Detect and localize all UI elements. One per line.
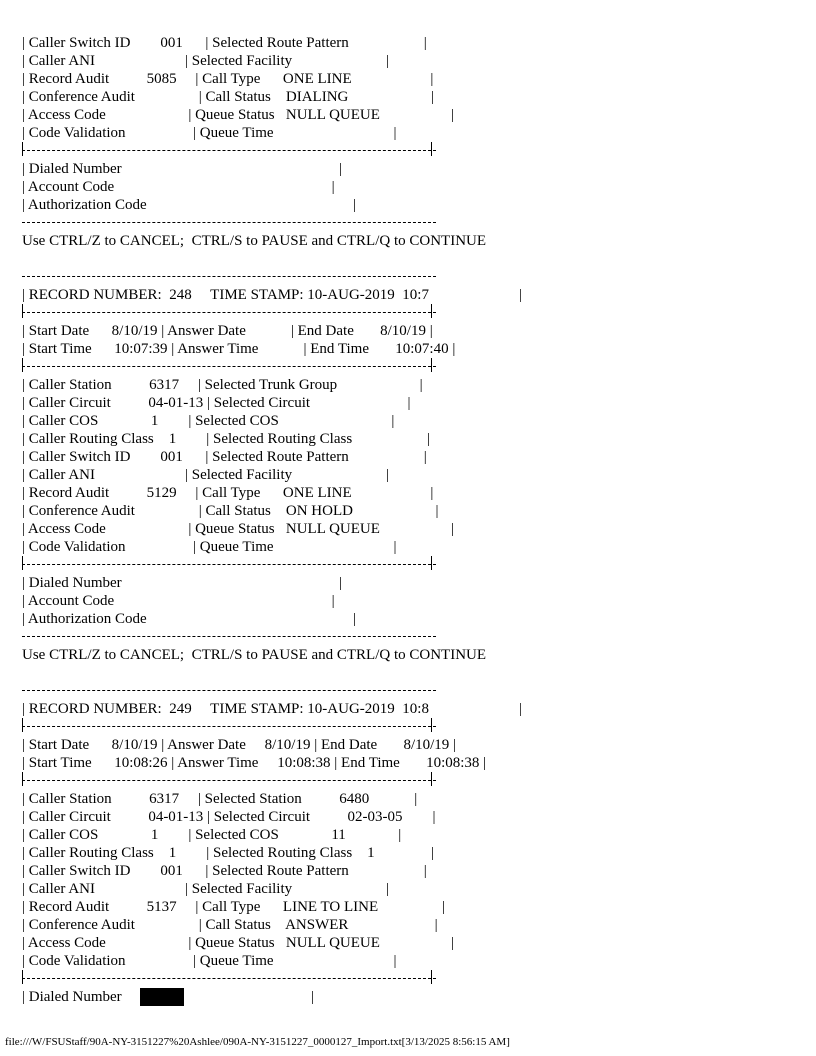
line-tail: | [183,989,315,1005]
blank-line [22,250,802,268]
log-line: | Caller Circuit 04-01-13 | Selected Circuit | [22,395,411,411]
log-line: | Conference Audit | Call Status ANSWER | [22,917,438,933]
log-line: | Access Code | Queue Status NULL QUEUE | [22,935,455,951]
separator-rule [22,358,802,376]
log-line: | Caller Station 6317 | Selected Trunk Group | [22,377,423,393]
log-line: | Start Time 10:08:26 | Answer Time 10:08:38 | End Time 10:08:38 | [22,755,487,771]
log-line: | Access Code | Queue Status NULL QUEUE | [22,521,455,537]
log-line: | Caller Circuit 04-01-13 | Selected Circuit 02-03-05 | [22,809,436,825]
separator-rule [22,268,802,286]
separator-rule [22,628,802,646]
log-line: | Caller Switch ID 001 | Selected Route Pattern | [22,863,427,879]
log-line: | Record Audit 5085 | Call Type ONE LINE | [22,71,434,87]
log-line: | Caller ANI | Selected Facility | [22,53,389,69]
log-line: | Start Date 8/10/19 | Answer Date 8/10/19 | End Date 8/10/19 | [22,737,457,753]
blank-line [22,664,802,682]
log-line: | RECORD NUMBER: 249 TIME STAMP: 10-AUG-2019 10:8 | [22,701,522,717]
log-line: | Caller ANI | Selected Facility | [22,881,389,897]
log-line: | Caller Switch ID 001 | Selected Route Pattern | [22,449,427,465]
log-line: Use CTRL/Z to CANCEL; CTRL/S to PAUSE and CTRL/Q to CONTINUE [22,647,487,663]
separator-rule [22,772,802,790]
log-line: | Code Validation | Queue Time | [22,125,397,141]
dialed-number-label: | Dialed Number [22,989,122,1005]
log-document [22,34,802,1006]
log-line: | Conference Audit | Call Status ON HOLD | [22,503,439,519]
log-line: | Dialed Number | [22,575,343,591]
separator-rule [22,556,802,574]
log-line: | Caller Switch ID 001 | Selected Route Pattern | [22,35,427,51]
redaction-box [140,988,184,1006]
log-line: | Caller COS 1 | Selected COS | [22,413,395,429]
log-line: | Account Code | [22,179,335,195]
log-line: | Account Code | [22,593,335,609]
log-line: | Caller ANI | Selected Facility | [22,467,389,483]
separator-rule [22,214,802,232]
log-line: | Conference Audit | Call Status DIALING | [22,89,434,105]
log-line: | Record Audit 5129 | Call Type ONE LINE | [22,485,434,501]
log-line: | Authorization Code | [22,197,356,213]
log-line: | RECORD NUMBER: 248 TIME STAMP: 10-AUG-2019 10:7 | [22,287,522,303]
dialed-number-line [22,988,802,1006]
log-line: | Access Code | Queue Status NULL QUEUE | [22,107,455,123]
log-line: | Record Audit 5137 | Call Type LINE TO LINE | [22,899,445,915]
log-line: | Code Validation | Queue Time | [22,539,397,555]
file-path-footer: file:///W/FSUStaff/90A-NY-3151227%20Ashlee/090A-NY-3151227_0000127_Import.txt[3/13/2025 8:56:15 AM] [5,1036,510,1048]
log-line: | Start Time 10:07:39 | Answer Time | End Time 10:07:40 | [22,341,456,357]
log-line: Use CTRL/Z to CANCEL; CTRL/S to PAUSE and CTRL/Q to CONTINUE [22,233,487,249]
log-line: | Caller Routing Class 1 | Selected Routing Class | [22,431,431,447]
log-line: | Start Date 8/10/19 | Answer Date | End Date 8/10/19 | [22,323,433,339]
separator-rule [22,718,802,736]
log-line: | Caller COS 1 | Selected COS 11 | [22,827,402,843]
log-line: | Caller Routing Class 1 | Selected Routing Class 1 | [22,845,434,861]
log-line: | Dialed Number | [22,161,343,177]
separator-rule [22,682,802,700]
log-line: | Authorization Code | [22,611,356,627]
separator-rule [22,970,802,988]
log-line: | Code Validation | Queue Time | [22,953,397,969]
separator-rule [22,142,802,160]
separator-rule [22,304,802,322]
log-line: | Caller Station 6317 | Selected Station 6480 | [22,791,418,807]
